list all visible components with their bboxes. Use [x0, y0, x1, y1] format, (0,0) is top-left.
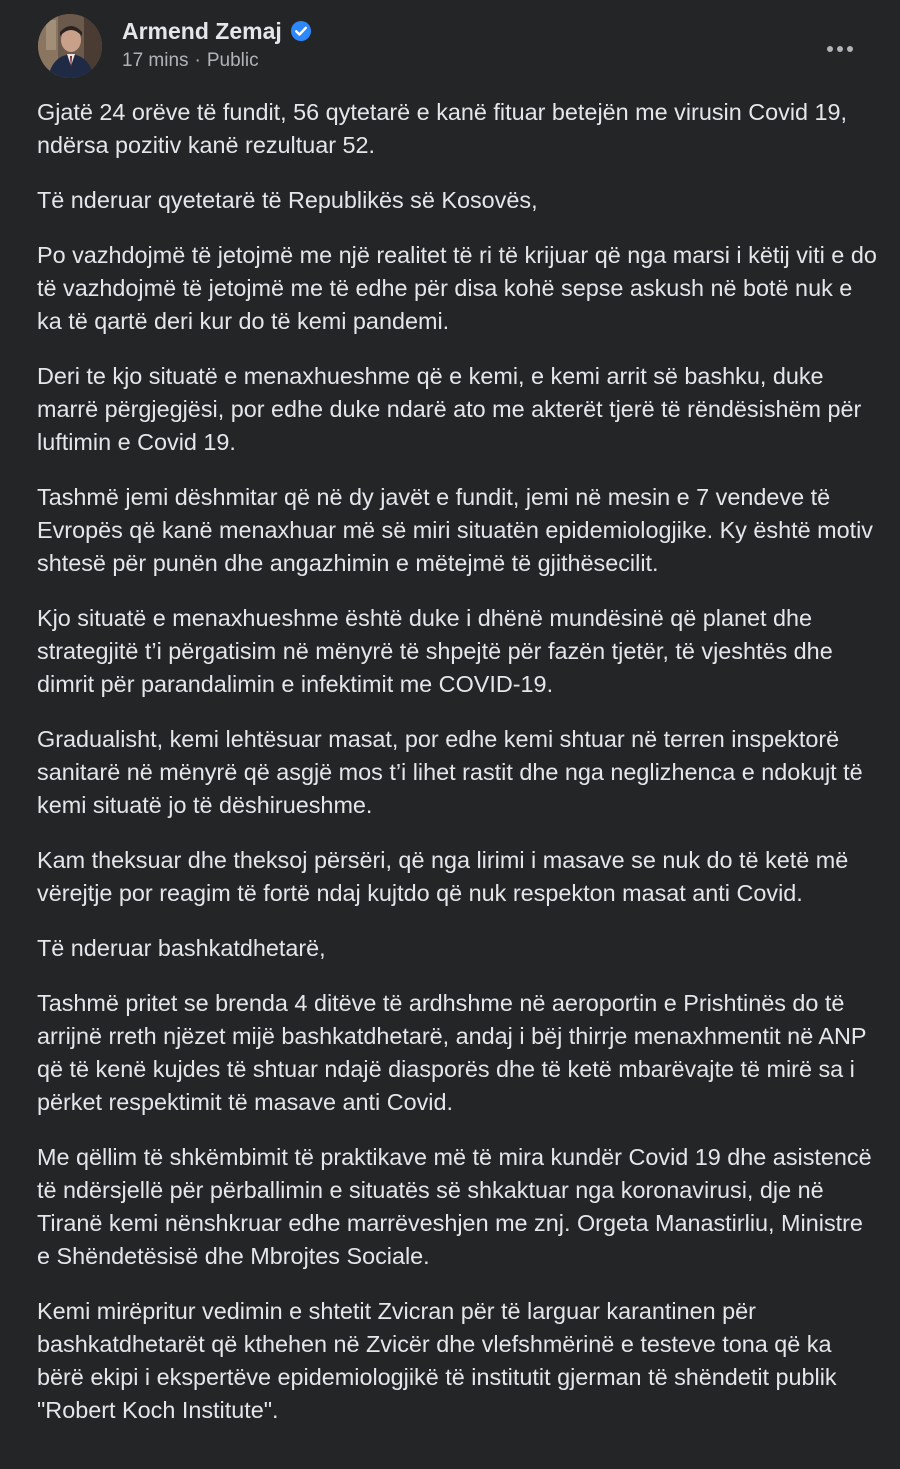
avatar-portrait-icon — [38, 14, 102, 78]
more-options-icon[interactable] — [820, 34, 860, 64]
author-block — [122, 16, 312, 72]
post-paragraph-4: Deri te kjo situatë e menaxhueshme që e kemi, e kemi arrit së bashku, duke marrë përgjegjësi, por edhe duke ndarë ato me akterët tjerë të rëndësishëm për luftimin e Covid 19. — [37, 363, 862, 455]
post-paragraph-7: Gradualisht, kemi lehtësuar masat, por edhe kemi shtuar në terren inspektorë sanitarë në mënyrë që asgjë mos t’i lihet rastit dhe nga neglizhenca e ndokujt të kemi situatë jo të dëshirueshme. — [37, 726, 863, 818]
post-paragraph-1: Gjatë 24 orëve të fundit, 56 qytetarë e kanë fituar betejën me virusin Covid 19, ndërsa pozitiv kanë rezultuar 52. — [37, 99, 848, 158]
verified-badge-icon — [290, 20, 312, 42]
post-paragraph-10: Tashmë pritet se brenda 4 ditëve të ardhshme në aeroportin e Prishtinës do të arrijnë rreth njëzet mijë bashkatdhetarë, andaj i bëj thirrje menaxhmentit në ANP që të kenë kujdes të shtuar ndajë diasporës dhe të ketë mbarëvajte të mirë sa i përket respektimit të masave anti Covid. — [37, 990, 867, 1115]
more-dot — [847, 46, 853, 52]
audience-label[interactable]: Public — [206, 50, 259, 71]
author-avatar[interactable] — [38, 14, 102, 78]
more-dot — [837, 46, 843, 52]
post-paragraph-9: Të nderuar bashkatdhetarë, — [37, 935, 326, 961]
post-paragraph-8: Kam theksuar dhe theksoj përsëri, që nga lirimi i masave se nuk do të ketë më vërejtje por reagim të fortë ndaj kujtdo që nuk respekton masat anti Covid. — [37, 847, 849, 906]
author-row — [122, 16, 312, 46]
more-dot — [827, 46, 833, 52]
post-paragraph-6: Kjo situatë e menaxhueshme është duke i dhënë mundësinë që planet dhe strategjitë t’i përgatisim në mënyrë të shpejtë për fazën tjetër, të vjeshtës dhe dimrit për parandalimin e infektimit me COVID-19. — [37, 605, 833, 697]
author-name[interactable]: Armend Zemaj — [122, 17, 282, 44]
post-paragraph-5: Tashmë jemi dëshmitar që në dy javët e fundit, jemi në mesin e 7 vendeve të Evropës që kanë menaxhuar më së miri situatën epidemiologjike. Ky është motiv shtesë për punën dhe angazhimin e mëtejmë të gjithësecilit. — [37, 484, 873, 576]
post-header — [38, 12, 870, 84]
post-meta — [122, 50, 312, 72]
meta-separator: · — [194, 50, 201, 71]
post-body — [37, 96, 877, 1449]
post-paragraph-12: Kemi mirëpritur vedimin e shtetit Zvicran për të larguar karantinen për bashkatdhetarët që kthehen në Zvicër dhe vlefshmërinë e testeve tona që ka bërë ekipi i ekspertëve epidemiologjikë të institutit gjerman të shëndetit publik "Robert Koch Institute". — [37, 1298, 837, 1423]
post-timestamp[interactable]: 17 mins — [122, 50, 189, 71]
post-paragraph-2: Të nderuar qyetetarë të Republikës së Kosovës, — [37, 187, 538, 213]
post-paragraph-11: Me qëllim të shkëmbimit të praktikave më të mira kundër Covid 19 dhe asistencë të ndërsjellë për përballimin e situatës së shkaktuar nga koronavirusi, dje në Tiranë kemi nënshkruar edhe marrëveshjen me znj. Orgeta Manastirliu, Ministre e Shëndetësisë dhe Mbrojtes Sociale. — [37, 1144, 872, 1269]
post-paragraph-3: Po vazhdojmë të jetojmë me një realitet të ri të krijuar që nga marsi i këtij viti e do të vazhdojmë të jetojmë me të edhe për disa kohë sepse askush në botë nuk e ka të qartë deri kur do të kemi pandemi. — [37, 242, 877, 334]
